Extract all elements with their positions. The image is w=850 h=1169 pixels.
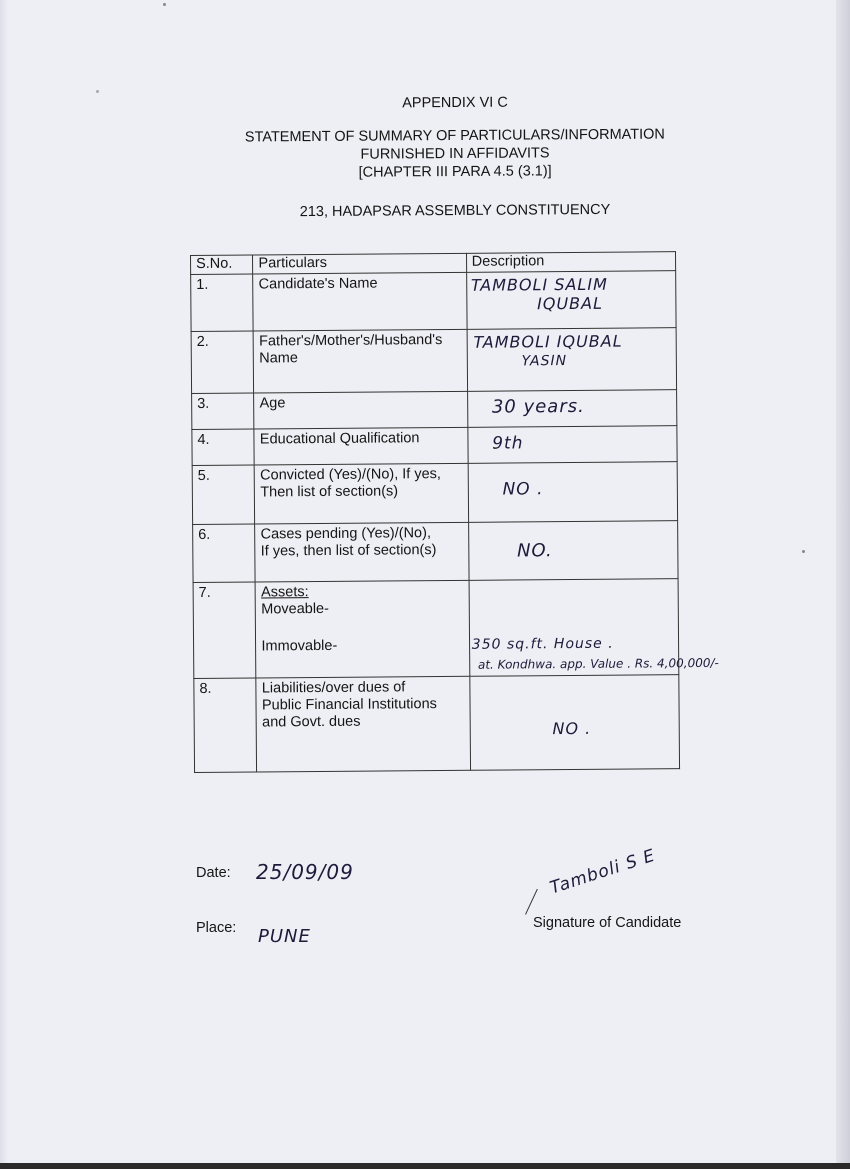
- column-header-description: Description: [466, 252, 675, 273]
- date-label: Date:: [196, 865, 231, 881]
- row-number: 4.: [192, 429, 255, 465]
- particular-line: Cases pending (Yes)/(No),: [260, 525, 432, 543]
- particular-line: Immovable-: [261, 637, 338, 655]
- row-particular: [256, 676, 470, 772]
- row-description: [470, 675, 680, 771]
- row-number: 2.: [191, 331, 254, 393]
- particular-line: Liabilities/over dues of: [261, 679, 406, 697]
- handwritten-text: YASIN: [521, 353, 568, 370]
- handwritten-text: at. Kondhwa. app. Value . Rs. 4,00,000/-: [477, 655, 719, 672]
- row-particular: [254, 329, 468, 393]
- handwritten-text: 30 years.: [491, 395, 585, 418]
- signature-label: Signature of Candidate: [533, 915, 682, 931]
- handwritten-text: 9th: [492, 433, 524, 454]
- table-row: [191, 328, 676, 394]
- appendix-title: APPENDIX VI C: [402, 94, 508, 112]
- column-header-particulars: Particulars: [253, 253, 466, 274]
- row-number: 6.: [193, 524, 256, 582]
- particular-line: Name: [259, 350, 298, 367]
- row-number: 7.: [193, 582, 256, 678]
- page-bottom-edge: [0, 1163, 850, 1169]
- handwritten-text: NO .: [502, 479, 544, 500]
- row-description: [469, 579, 719, 677]
- handwritten-text: 350 sq.ft. House .: [471, 635, 614, 653]
- particular-line: Assets:: [261, 584, 309, 601]
- row-description: [468, 521, 678, 581]
- statement-title: [0, 124, 850, 184]
- row-particular: [255, 463, 469, 524]
- particular-line: Father's/Mother's/Husband's: [259, 332, 443, 350]
- row-description: [468, 426, 678, 464]
- table-row: [192, 390, 677, 430]
- particular-line: Age: [259, 395, 286, 412]
- scan-speck: [802, 550, 805, 553]
- statement-line-2: FURNISHED IN AFFIDAVITS: [360, 145, 550, 163]
- date-value: 25/09/09: [256, 860, 354, 884]
- particular-line: Convicted (Yes)/(No), If yes,: [260, 466, 441, 484]
- handwritten-text: NO.: [516, 540, 553, 562]
- row-description: [468, 462, 678, 523]
- particular-line: Public Financial Institutions: [261, 696, 437, 714]
- statement-line-1: STATEMENT OF SUMMARY OF PARTICULARS/INFORMATION: [244, 126, 665, 146]
- row-particular: [254, 391, 468, 429]
- candidate-signature: Tamboli S E: [547, 845, 658, 899]
- row-number: 1.: [191, 274, 254, 331]
- row-description: [467, 390, 677, 428]
- particulars-table: [190, 251, 719, 773]
- table-row: [193, 579, 679, 679]
- particular-line: and Govt. dues: [262, 713, 361, 731]
- column-header-sno: S.No.: [191, 255, 254, 274]
- particular-line: Then list of section(s): [260, 483, 399, 501]
- handwritten-text: TAMBOLI IQUBAL: [473, 331, 623, 352]
- handwritten-text: IQUBAL: [537, 293, 604, 314]
- table-row: [192, 462, 677, 525]
- place-label: Place:: [196, 920, 237, 936]
- row-number: 5.: [192, 465, 255, 524]
- handwritten-text: NO .: [552, 718, 592, 739]
- row-particular: [253, 272, 467, 331]
- row-description: [466, 271, 676, 330]
- particular-line: Educational Qualification: [259, 430, 420, 448]
- row-particular: [255, 522, 469, 582]
- place-value: PUNE: [258, 926, 311, 947]
- particular-line: Candidate's Name: [258, 275, 378, 293]
- table-row: [194, 675, 680, 773]
- table-row: [193, 521, 678, 583]
- row-particular: [254, 427, 468, 465]
- statement-line-3: [CHAPTER III PARA 4.5 (3.1)]: [358, 163, 552, 181]
- particular-line: Moveable-: [261, 600, 329, 618]
- scan-speck: [96, 90, 99, 93]
- row-description: [467, 328, 677, 392]
- table-row: [191, 271, 676, 332]
- constituency-title: 213, HADAPSAR ASSEMBLY CONSTITUENCY: [299, 201, 611, 221]
- row-number: 3.: [192, 393, 255, 429]
- row-number: 8.: [194, 678, 257, 772]
- particular-line: If yes, then list of section(s): [260, 542, 437, 560]
- table-row: [192, 426, 677, 466]
- handwritten-text: TAMBOLI SALIM: [470, 274, 608, 295]
- row-particular: [255, 580, 469, 678]
- scan-speck: [163, 3, 166, 6]
